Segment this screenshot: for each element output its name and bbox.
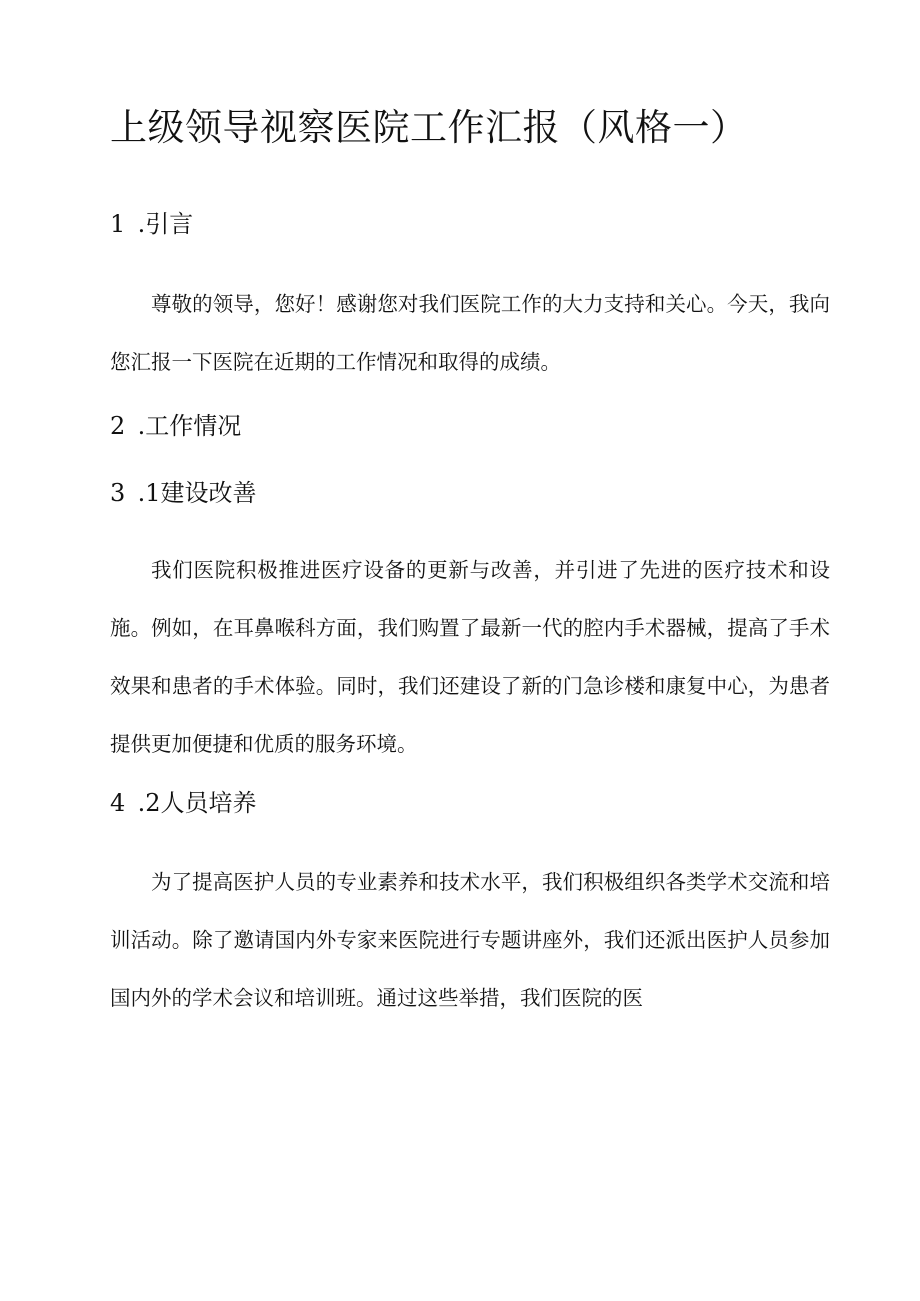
paragraph-construction: 我们医院积极推进医疗设备的更新与改善，并引进了先进的医疗技术和设施。例如，在耳鼻喉科方面，我们购置了最新一代的腔内手术器械，提高了手术效果和患者的手术体验。同时，我们还建设了新的门急诊楼和康复中心，为患者提供更加便捷和优质的服务环境。 bbox=[110, 558, 830, 756]
section-number: 4 bbox=[110, 789, 126, 817]
section-label: .工作情况 bbox=[137, 412, 242, 440]
section-heading-staff-training bbox=[110, 783, 257, 823]
section-label: .引言 bbox=[137, 210, 194, 238]
paragraph-staff-training: 为了提高医护人员的专业素养和技术水平，我们积极组织各类学术交流和培训活动。除了邀请国内外专家来医院进行专题讲座外，我们还派出医护人员参加国内外的学术会议和培训班。通过这些举措，我们医院的医 bbox=[110, 870, 830, 1010]
section-label: .2人员培养 bbox=[137, 789, 257, 817]
section-label: .1建设改善 bbox=[137, 479, 257, 507]
section-heading-construction bbox=[110, 473, 257, 513]
document-title: 上级领导视察医院工作汇报（风格一） bbox=[110, 106, 748, 149]
section-number: 1 bbox=[110, 210, 126, 238]
section-heading-introduction bbox=[110, 204, 193, 244]
section-number: 3 bbox=[110, 479, 126, 507]
section-number: 2 bbox=[110, 412, 126, 440]
paragraph-greeting: 尊敬的领导，您好！感谢您对我们医院工作的大力支持和关心。今天，我向您汇报一下医院在近期的工作情况和取得的成绩。 bbox=[110, 292, 830, 374]
section-heading-work-status bbox=[110, 406, 241, 446]
